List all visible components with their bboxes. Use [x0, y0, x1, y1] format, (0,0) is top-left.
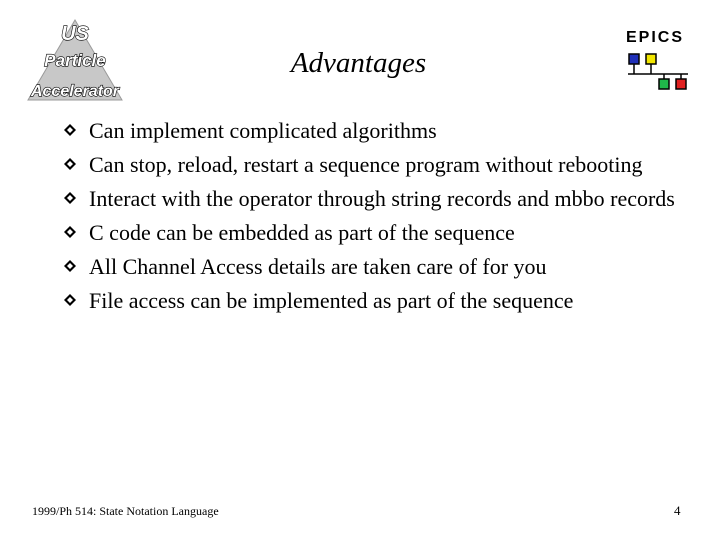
slide-title: Advantages	[290, 47, 427, 79]
bullet-item	[64, 285, 684, 316]
bullet-text: File access can be implemented as part of the sequence	[89, 288, 574, 313]
bullet-text: Interact with the operator through string records and mbbo records	[89, 186, 675, 211]
diamond-bullet-icon	[64, 124, 76, 136]
logo-text-line-3: Accelerator	[30, 83, 120, 100]
page-number: 4	[674, 503, 681, 518]
bullet-list	[64, 115, 684, 319]
footer-course-label: 1999/Ph 514: State Notation Language	[32, 504, 219, 518]
bullet-text: All Channel Access details are taken care of for you	[89, 254, 547, 279]
diamond-bullet-icon	[64, 260, 76, 272]
bullet-text: Can implement complicated algorithms	[89, 118, 437, 143]
epics-label: EPICS	[626, 29, 685, 46]
bullet-item	[64, 115, 684, 146]
bullet-item	[64, 251, 684, 282]
diamond-bullet-icon	[64, 226, 76, 238]
bullet-text: Can stop, reload, restart a sequence program without rebooting	[89, 152, 643, 177]
epics-network-icon	[626, 51, 692, 91]
logo-text-line-2: Particle	[44, 51, 106, 70]
bullet-item	[64, 149, 684, 180]
bullet-item	[64, 183, 684, 214]
bullet-text: C code can be embedded as part of the sequence	[89, 220, 515, 245]
bullet-item	[64, 217, 684, 248]
diamond-bullet-icon	[64, 158, 76, 170]
diamond-bullet-icon	[64, 294, 76, 306]
logo-text-line-1: US	[61, 23, 89, 45]
diamond-bullet-icon	[64, 192, 76, 204]
